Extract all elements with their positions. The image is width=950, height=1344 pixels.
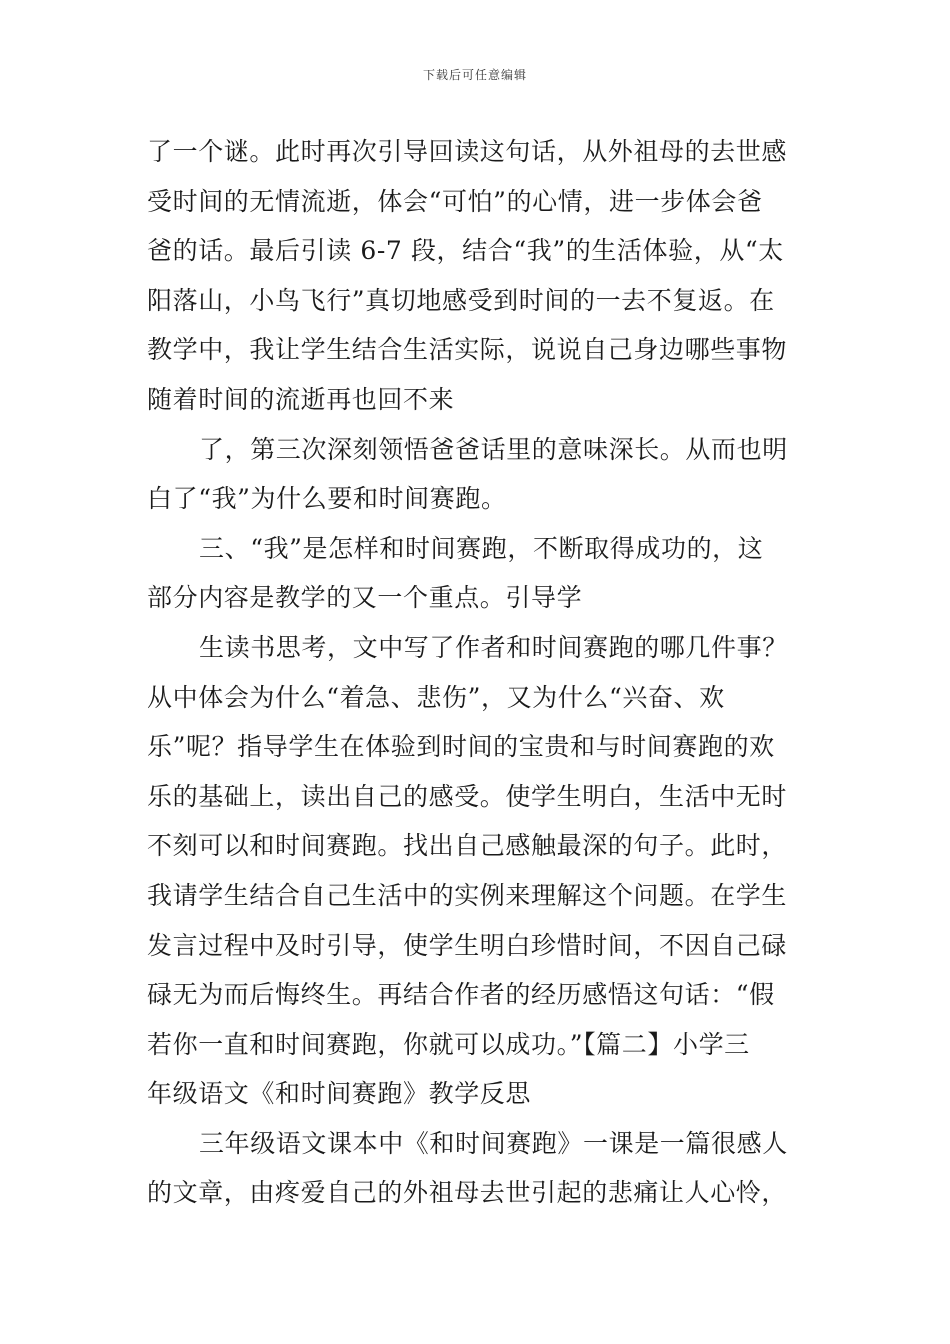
text-line: 三、“我”是怎样和时间赛跑，不断取得成功的，这: [199, 533, 764, 563]
text-line: 教学中，我让学生结合生活实际，说说自己身边哪些事物: [147, 335, 788, 365]
text-line: 阳落山，小鸟飞行”真切地感受到时间的一去不复返。在: [147, 285, 775, 315]
text-line: 部分内容是教学的又一个重点。引导学: [147, 583, 583, 613]
text-line: 年级语文《和时间赛跑》教学反思: [147, 1079, 532, 1109]
text-line: 的文章，由疼爱自己的外祖母去世引起的悲痛让人心怜，: [147, 1178, 788, 1208]
text-line: 发言过程中及时引导，使学生明白珍惜时间，不因自己碌: [147, 930, 788, 960]
page-header: 下载后可任意编辑: [422, 68, 527, 82]
text-line: 碌无为而后悔终生。再结合作者的经历感悟这句话：“假: [147, 980, 775, 1010]
text-line: 白了“我”为什么要和时间赛跑。: [147, 484, 507, 514]
document-body: [147, 127, 807, 1218]
text-line: 受时间的无情流逝，体会“可怕”的心情，进一步体会爸: [147, 186, 763, 216]
text-line: 随着时间的流逝再也回不来: [147, 384, 455, 414]
text-line: 了一个谜。此时再次引导回读这句话，从外祖母的去世感: [147, 137, 788, 166]
text-line: 了，第三次深刻领悟爸爸话里的意味深长。从而也明: [199, 434, 788, 464]
text-line: 若你一直和时间赛跑，你就可以成功。”【篇二】小学三: [147, 1029, 750, 1059]
text-line: 生读书思考，文中写了作者和时间赛跑的哪几件事？: [199, 632, 788, 662]
text-line: 乐”呢？指导学生在体验到时间的宝贵和与时间赛跑的欢: [147, 732, 775, 762]
text-line: 乐的基础上，读出自己的感受。使学生明白，生活中无时: [147, 781, 788, 811]
text-line: 爸的话。最后引读 6-7 段，结合“我”的生活体验，从“太: [147, 236, 784, 266]
text-line: 不刻可以和时间赛跑。找出自己感触最深的句子。此时，: [147, 831, 788, 861]
text-line: 三年级语文课本中《和时间赛跑》一课是一篇很感人: [199, 1128, 788, 1158]
text-line: 我请学生结合自己生活中的实例来理解这个问题。在学生: [147, 880, 788, 910]
text-line: 从中体会为什么“着急、悲伤”，又为什么“兴奋、欢: [147, 682, 725, 712]
